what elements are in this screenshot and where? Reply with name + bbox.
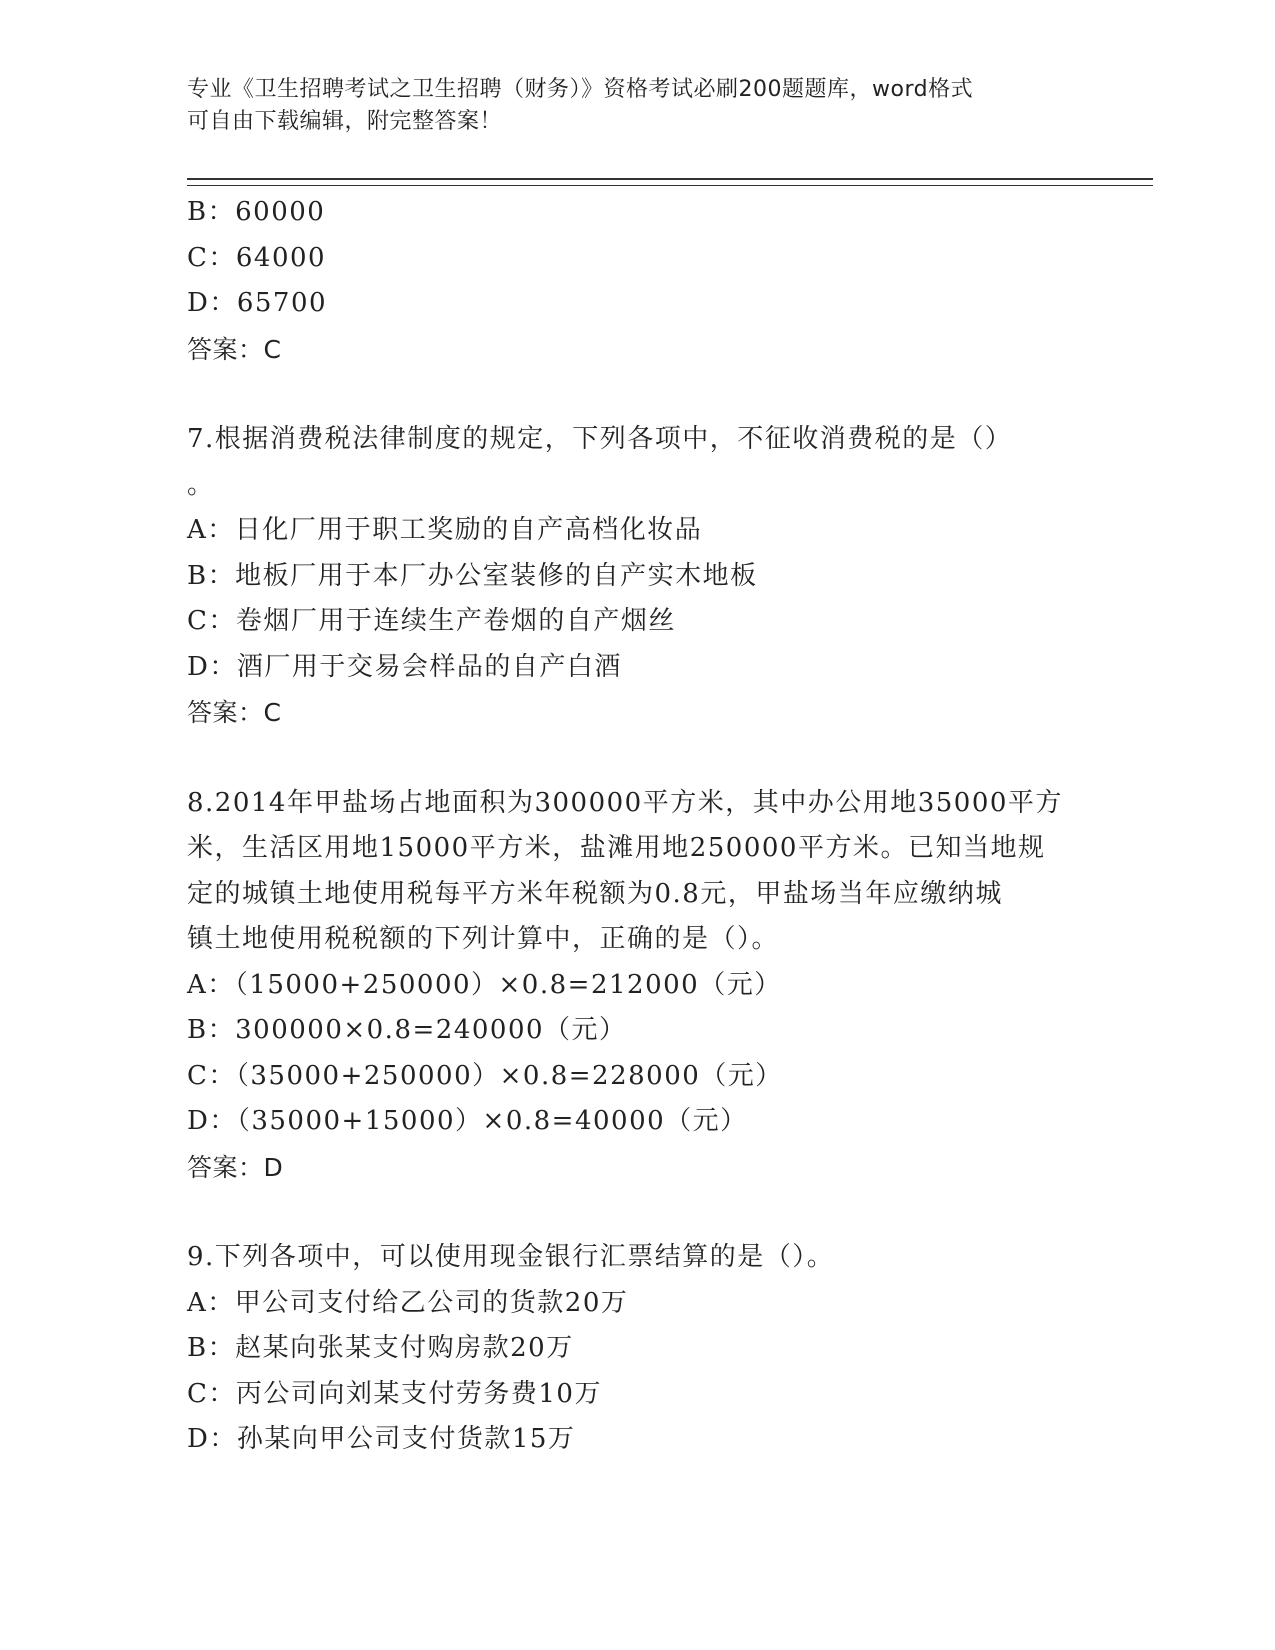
option-b: B：赵某向张某支付购房款20万 [187,1333,574,1363]
spacer [187,372,1087,417]
option-c: C：64000 [187,242,327,273]
question-stem: 9.下列各项中，可以使用现金银行汇票结算的是（）。 [187,1242,835,1272]
answer: 答案：D [187,1152,284,1182]
question-stem-continued: 镇土地使用税税额的下列计算中，正确的是（）。 [187,924,780,954]
answer: 答案：C [187,334,282,364]
spacer [187,1190,1087,1235]
question-stem: 7.根据消费税法律制度的规定，下列各项中，不征收消费税的是（） [187,424,1013,454]
option-c: C：（35000+250000）×0.8=228000（元） [187,1060,783,1091]
question-content [187,190,1087,1463]
question-stem: 8.2014年甲盐场占地面积为300000平方米，其中办公用地35000平方 [187,787,1063,818]
question-8 [187,781,1087,1191]
option-b: B：60000 [187,197,326,227]
header-divider [187,178,1153,186]
option-d: D：孙某向甲公司支付货款15万 [187,1424,576,1454]
question-stem-continued: 米，生活区用地15000平方米，盐滩用地250000平方米。已知当地规 [187,833,1046,863]
option-d: D：酒厂用于交易会样品的自产白酒 [187,651,622,682]
page-header [187,74,1067,138]
question-7 [187,417,1087,736]
option-b: B：300000×0.8=240000（元） [187,1015,627,1045]
option-d: D：65700 [187,288,328,318]
option-c: C：卷烟厂用于连续生产卷烟的自产烟丝 [187,606,676,636]
header-title-line-1: 专业《卫生招聘考试之卫生招聘（财务）》资格考试必刷200题题库，word格式 [187,77,974,102]
option-a: A：日化厂用于职工奖励的自产高档化妆品 [187,515,703,545]
question-6-tail [187,190,1087,372]
spacer [187,736,1087,781]
option-a: A：甲公司支付给乙公司的货款20万 [187,1287,629,1318]
question-stem-continued: 定的城镇土地使用税每平方米年税额为0.8元，甲盐场当年应缴纳城 [187,878,1003,909]
option-c: C：丙公司向刘某支付劳务费10万 [187,1378,602,1409]
question-stem-continued: 。 [187,469,215,500]
answer: 答案：C [187,698,282,727]
option-a: A：（15000+250000）×0.8=212000（元） [187,969,782,1000]
option-d: D：（35000+15000）×0.8=40000（元） [187,1106,748,1136]
question-9 [187,1235,1087,1463]
option-b: B：地板厂用于本厂办公室装修的自产实木地板 [187,560,758,591]
header-title-line-2: 可自由下载编辑，附完整答案！ [187,109,503,134]
